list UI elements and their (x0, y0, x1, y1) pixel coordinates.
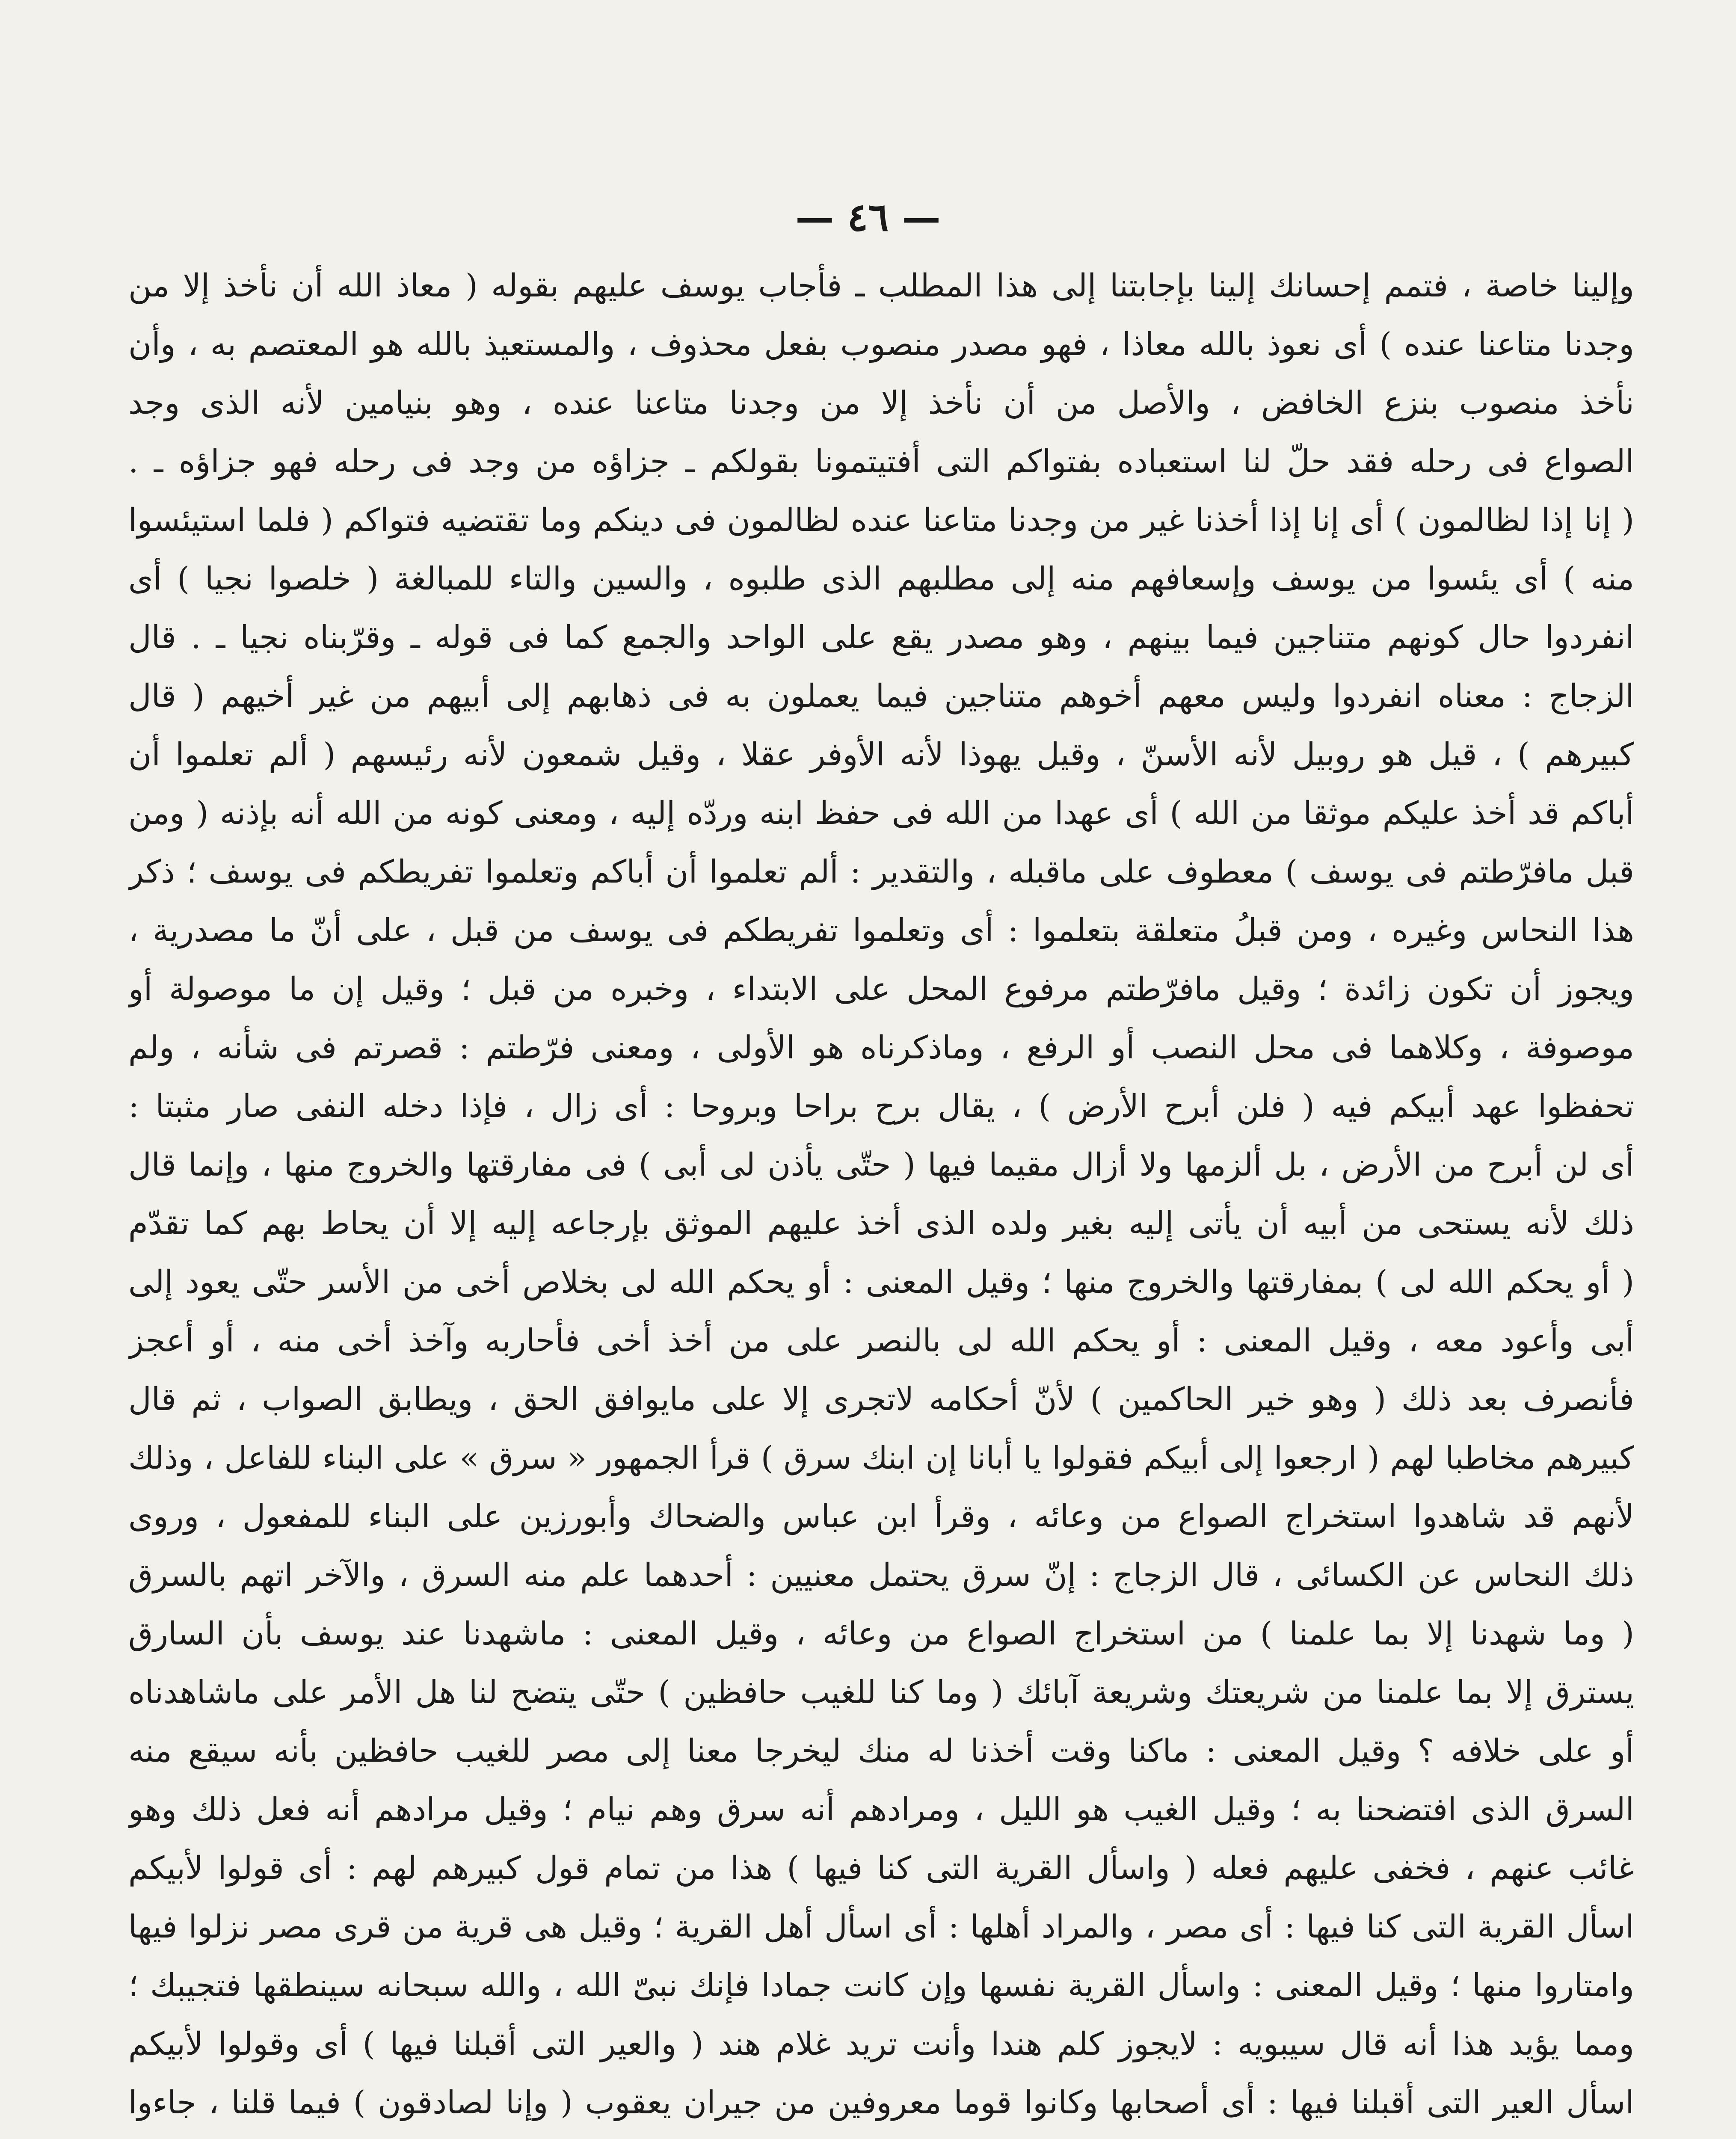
text-line: كبيرهم مخاطبا لهم ( ارجعوا إلى أبيكم فقولوا يا أبانا إن ابنك سرق ) قرأ الجمهور « سرق » على البناء للفاعل ، وذلك (128, 1440, 1634, 1476)
text-line: أبى وأعود معه ، وقيل المعنى : أو يحكم الله لى بالنصر على من أخذ أخى فأحاربه وآخذ أخى منه ، أو أعجز (128, 1322, 1634, 1359)
text-line: ويجوز أن تكون زائدة ؛ وقيل مافرّطتم مرفوع المحل على الابتداء ، وخبره من قبل ؛ وقيل إن ما موصولة أو (128, 971, 1634, 1007)
text-line: اسأل القرية التى كنا فيها : أى مصر ، والمراد أهلها : أى اسأل أهل القرية ؛ وقيل هى قرية من قرى مصر نزلوا فيها (128, 1908, 1634, 1945)
text-line: السرق الذى افتضحنا به ؛ وقيل الغيب هو الليل ، ومرادهم أنه سرق وهم نيام ؛ وقيل مرادهم أنه فعل ذلك وهو (128, 1791, 1634, 1828)
text-line: أو على خلافه ؟ وقيل المعنى : ماكنا وقت أخذنا له منك ليخرجا معنا إلى مصر للغيب حافظين بأنه سيقع منه (128, 1733, 1634, 1769)
text-line: نأخذ منصوب بنزع الخافض ، والأصل من أن نأخذ إلا من وجدنا متاعنا عنده ، وهو بنيامين لأنه الذى وجد (128, 385, 1634, 421)
text-line: وجدنا متاعنا عنده ) أى نعوذ بالله معاذا ، فهو مصدر منصوب بفعل محذوف ، والمستعيذ بالله هو المعتصم به ، وأن (128, 326, 1634, 363)
text-line: هذا النحاس وغيره ، ومن قبلُ متعلقة بتعلموا : أى وتعلموا تفريطكم فى يوسف من قبل ، على أنّ ما مصدرية ، (128, 912, 1634, 949)
text-line: ( وما شهدنا إلا بما علمنا ) من استخراج الصواع من وعائه ، وقيل المعنى : ماشهدنا عند يوسف بأن السارق (128, 1615, 1634, 1652)
text-line: منه ) أى يئسوا من يوسف وإسعافهم منه إلى مطلبهم الذى طلبوه ، والسين والتاء للمبالغة ( خلصوا نجيا ) أى (128, 560, 1634, 597)
text-line: موصوفة ، وكلاهما فى محل النصب أو الرفع ، وماذكرناه هو الأولى ، ومعنى فرّطتم : قصرتم فى شأنه ، ولم (128, 1029, 1634, 1066)
text-line: أباكم قد أخذ عليكم موثقا من الله ) أى عهدا من الله فى حفظ ابنه وردّه إليه ، ومعنى كونه من الله أنه بإذنه ( ومن (128, 795, 1634, 832)
body-text (128, 257, 1634, 2132)
text-line: ذلك لأنه يستحى من أبيه أن يأتى إليه بغير ولده الذى أخذ عليهم الموثق بإرجاعه إليه إلا أن يحاط بهم كما تقدّم (128, 1205, 1634, 1242)
text-line: أى لن أبرح من الأرض ، بل ألزمها ولا أزال مقيما فيها ( حتّى يأذن لى أبى ) فى مفارقتها والخروج منها ، وإنما قال (128, 1147, 1634, 1183)
text-line: يسترق إلا بما علمنا من شريعتك وشريعة آبائك ( وما كنا للغيب حافظين ) حتّى يتضح لنا هل الأمر على ماشاهدناه (128, 1674, 1634, 1711)
text-line: الزجاج : معناه انفردوا وليس معهم أخوهم متناجين فيما يعملون به فى ذهابهم إلى أبيهم من غير أخيهم ( قال (128, 678, 1634, 714)
text-line: لأنهم قد شاهدوا استخراج الصواع من وعائه ، وقرأ ابن عباس والضحاك وأبورزين على البناء للمفعول ، وروى (128, 1498, 1634, 1535)
text-line: تحفظوا عهد أبيكم فيه ( فلن أبرح الأرض ) ، يقال برح براحا وبروحا : أى زال ، فإذا دخله النفى صار مثبتا : (128, 1088, 1634, 1125)
text-line: وإلينا خاصة ، فتمم إحسانك إلينا بإجابتنا إلى هذا المطلب ـ فأجاب يوسف عليهم بقوله ( معاذ الله أن نأخذ إلا من (128, 267, 1634, 304)
text-line: الصواع فى رحله فقد حلّ لنا استعباده بفتواكم التى أفتيتمونا بقولكم ـ جزاؤه من وجد فى رحله فهو جزاؤه ـ . (128, 443, 1634, 480)
text-line: انفردوا حال كونهم متناجين فيما بينهم ، وهو مصدر يقع على الواحد والجمع كما فى قوله ـ وقرّبناه نجيا ـ . قال (128, 619, 1634, 656)
page-number: — ٤٦ — (795, 195, 941, 240)
text-line: اسأل العير التى أقبلنا فيها : أى أصحابها وكانوا قوما معروفين من جيران يعقوب ( وإنا لصادقون ) فيما قلنا ، جاءوا (128, 2084, 1634, 2121)
text-line: قبل مافرّطتم فى يوسف ) معطوف على ماقبله ، والتقدير : ألم تعلموا أن أباكم وتعلموا تفريطكم فى يوسف ؛ ذكر (128, 853, 1634, 890)
text-line: ومما يؤيد هذا أنه قال سيبويه : لايجوز كلم هندا وأنت تريد غلام هند ( والعير التى أقبلنا فيها ) أى وقولوا لأبيكم (128, 2026, 1634, 2062)
text-line: ( إنا إذا لظالمون ) أى إنا إذا أخذنا غير من وجدنا متاعنا عنده لظالمون فى دينكم وما تقتضيه فتواكم ( فلما استيئسوا (128, 502, 1634, 539)
text-line: ذلك النحاس عن الكسائى ، قال الزجاج : إنّ سرق يحتمل معنيين : أحدهما علم منه السرق ، والآخر اتهم بالسرق (128, 1557, 1634, 1594)
text-line: ( أو يحكم الله لى ) بمفارقتها والخروج منها ؛ وقيل المعنى : أو يحكم الله لى بخلاص أخى من الأسر حتّى يعود إلى (128, 1264, 1634, 1301)
text-line: فأنصرف بعد ذلك ( وهو خير الحاكمين ) لأنّ أحكامه لاتجرى إلا على مايوافق الحق ، ويطابق الصواب ، ثم قال (128, 1381, 1634, 1418)
text-line: كبيرهم ) ، قيل هو روبيل لأنه الأسنّ ، وقيل يهوذا لأنه الأوفر عقلا ، وقيل شمعون لأنه رئيسهم ( ألم تعلموا أن (128, 736, 1634, 773)
text-line: وامتاروا منها ؛ وقيل المعنى : واسأل القرية نفسها وإن كانت جمادا فإنك نبىّ الله ، والله سبحانه سينطقها فتجيبك ؛ (128, 1967, 1634, 2004)
text-line: غائب عنهم ، فخفى عليهم فعله ( واسأل القرية التى كنا فيها ) هذا من تمام قول كبيرهم لهم : أى قولوا لأبيكم (128, 1850, 1634, 1887)
